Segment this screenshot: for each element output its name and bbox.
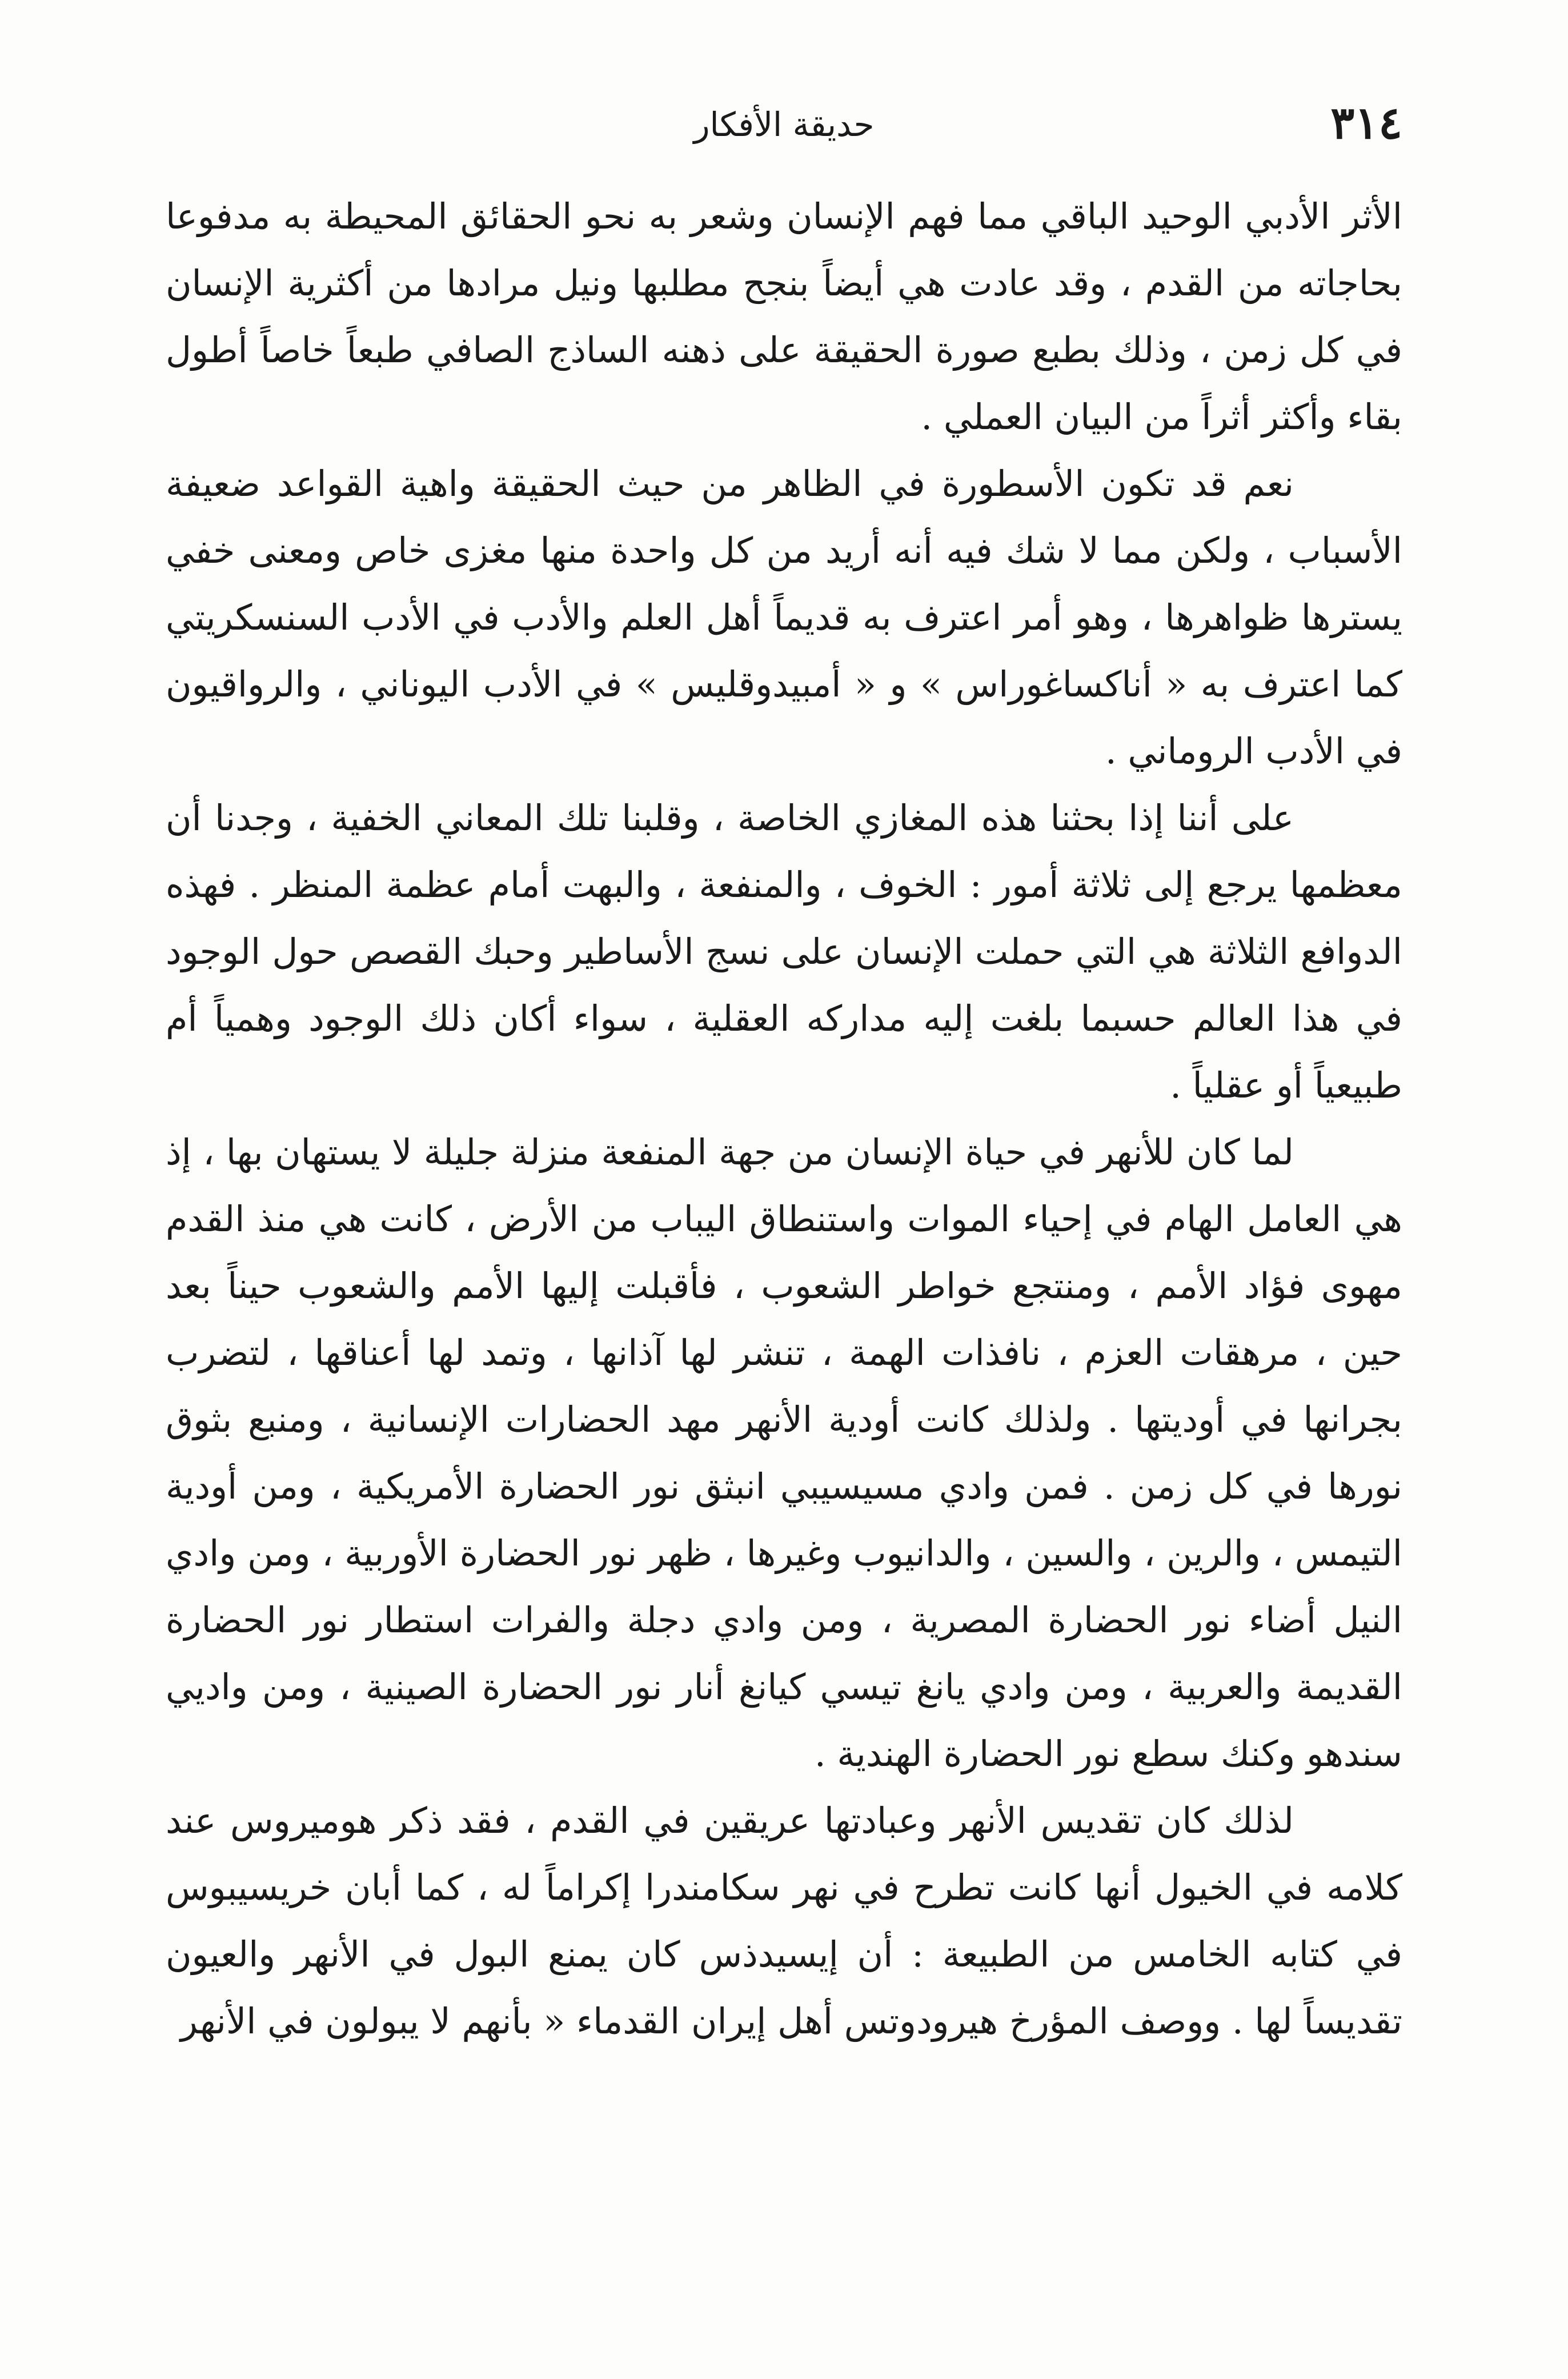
paragraph-river-worship: لذلك كان تقديس الأنهر وعبادتها عريقين في القدم ، فقد ذكر هوميروس عند كلامه في الخيول أنها كانت تطرح في نهر سكامندرا إكراماً له ، كما أبان خريسيبوس في كتابه الخامس من الطبيعة : أن إيسيدذس كان يمنع البول في الأنهر والعيون تقديساً لها . ووصف المؤرخ هيرودوتس أهل إيران القدماء « بأنهم لا يبولون في الأنهر xyxy=(166,1800,1402,2042)
paragraph-myth-meaning: نعم قد تكون الأسطورة في الظاهر من حيث الحقيقة واهية القواعد ضعيفة الأسباب ، ولكن مما لا شك فيه أنه أريد من كل واحدة منها مغزى خاص ومعنى خفي يسترها ظواهرها ، وهو أمر اعترف به قديماً أهل العلم والأدب في الأدب السنسكريتي كما اعترف به « أناكساغوراس » و « أمبيدوقليس » في الأدب اليوناني ، والرواقيون في الأدب الروماني . xyxy=(166,463,1402,772)
paragraph-three-motives: على أننا إذا بحثنا هذه المغازي الخاصة ، وقلبنا تلك المعاني الخفية ، وجدنا أن معظمها يرجع إلى ثلاثة أمور : الخوف ، والمنفعة ، والبهت أمام عظمة المنظر . فهذه الدوافع الثلاثة هي التي حملت الإنسان على نسج الأساطير وحبك القصص حول الوجود في هذا العالم حسبما بلغت إليه مداركه العقلية ، سواء أكان ذلك الوجود وهمياً أم طبيعياً أو عقلياً . xyxy=(166,797,1402,1106)
body-text xyxy=(166,183,1402,2054)
running-title: حديقة الأفكار xyxy=(693,105,875,144)
page-header xyxy=(166,97,1402,166)
paragraph-rivers-civilizations: لما كان للأنهر في حياة الإنسان من جهة المنفعة منزلة جليلة لا يستهان بها ، إذ هي العامل الهام في إحياء الموات واستنطاق اليباب من الأرض ، كانت هي منذ القدم مهوى فؤاد الأمم ، ومنتجع خواطر الشعوب ، فأقبلت إليها الأمم والشعوب حيناً بعد حين ، مرهقات العزم ، نافذات الهمة ، تنشر لها آذانها ، وتمد لها أعناقها ، لتضرب بجرانها في أوديتها . ولذلك كانت أودية الأنهر مهد الحضارات الإنسانية ، ومنبع بثوق نورها في كل زمن . فمن وادي مسيسيبي انبثق نور الحضارة الأمريكية ، ومن أودية التيمس ، والرين ، والسين ، والدانيوب وغيرها ، ظهر نور الحضارة الأوربية ، ومن وادي النيل أضاء نور الحضارة المصرية ، ومن وادي دجلة والفرات استطار نور الحضارة القديمة والعربية ، ومن وادي يانغ تيسي كيانغ أنار نور الحضارة الصينية ، ومن واديي سندهو وكنك سطع نور الحضارة الهندية . xyxy=(166,1131,1403,1775)
page-number: ٣١٤ xyxy=(1330,97,1402,149)
paragraph-continuation: الأثر الأدبي الوحيد الباقي مما فهم الإنسان وشعر به نحو الحقائق المحيطة به مدفوعا بحاجاته من القدم ، وقد عادت هي أيضاً بنجح مطلبها ونيل مرادها من أكثرية الإنسان في كل زمن ، وذلك بطبع صورة الحقيقة على ذهنه الساذج الصافي طبعاً خاصاً أطول بقاء وأكثر أثراً من البيان العملي . xyxy=(166,195,1402,438)
